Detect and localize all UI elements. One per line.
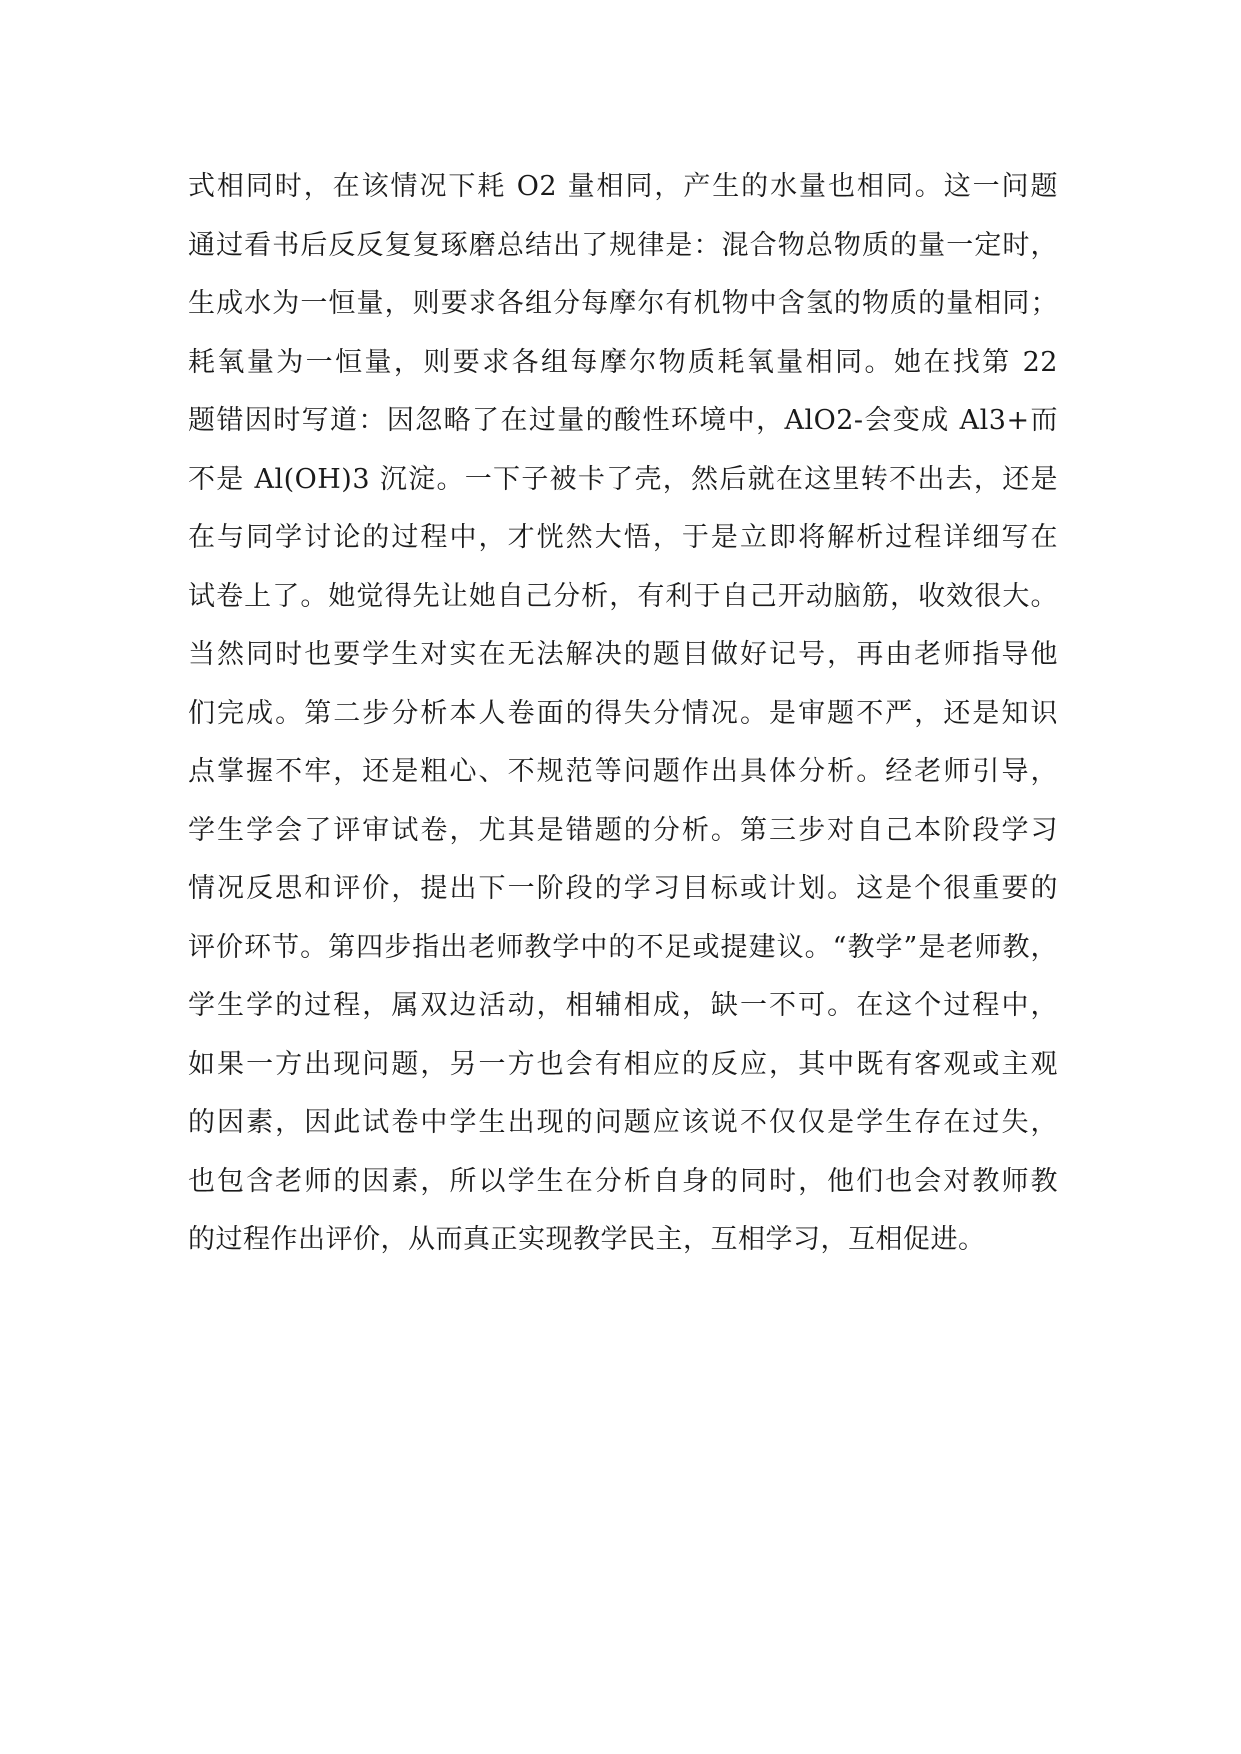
text-line: 当然同时也要学生对实在无法解决的题目做好记号，再由老师指导他	[188, 639, 1058, 670]
text-line: 试卷上了。她觉得先让她自己分析，有利于自己开动脑筋，收效很大。	[188, 580, 1058, 612]
text-line: 如果一方出现问题，另一方也会有相应的反应，其中既有客观或主观	[188, 1048, 1058, 1080]
text-line: 式相同时，在该情况下耗 O2 量相同，产生的水量也相同。这一问题	[188, 171, 1058, 202]
text-line: 也包含老师的因素，所以学生在分析自身的同时，他们也会对教师教	[188, 1165, 1058, 1197]
text-line: 生成水为一恒量，则要求各组分每摩尔有机物中含氢的物质的量相同；	[188, 288, 1058, 319]
text-line: 情况反思和评价，提出下一阶段的学习目标或计划。这是个很重要的	[188, 873, 1058, 904]
text-line: 点掌握不牢，还是粗心、不规范等问题作出具体分析。经老师引导，	[188, 756, 1058, 787]
text-line: 们完成。第二步分析本人卷面的得失分情况。是审题不严，还是知识	[188, 697, 1058, 729]
body-paragraph	[188, 158, 1058, 1270]
text-line: 通过看书后反反复复琢磨总结出了规律是：混合物总物质的量一定时，	[188, 229, 1058, 261]
text-line: 的因素，因此试卷中学生出现的问题应该说不仅仅是学生存在过失，	[188, 1107, 1058, 1138]
text-line: 学生学的过程，属双边活动，相辅相成，缺一不可。在这个过程中，	[188, 990, 1058, 1021]
text-line: 的过程作出评价，从而真正实现教学民主，互相学习，互相促进。	[188, 1224, 986, 1255]
text-line: 题错因时写道：因忽略了在过量的酸性环境中，AlO2-会变成 Al3+而	[188, 405, 1058, 436]
text-line: 不是 Al(OH)3 沉淀。一下子被卡了壳，然后就在这里转不出去，还是	[188, 463, 1058, 495]
text-line: 耗氧量为一恒量，则要求各组每摩尔物质耗氧量相同。她在找第 22	[188, 346, 1058, 378]
text-line: 在与同学讨论的过程中，才恍然大悟，于是立即将解析过程详细写在	[188, 522, 1058, 553]
text-line: 学生学会了评审试卷，尤其是错题的分析。第三步对自己本阶段学习	[188, 814, 1058, 846]
text-line: 评价环节。第四步指出老师教学中的不足或提建议。“教学”是老师教，	[188, 931, 1058, 963]
